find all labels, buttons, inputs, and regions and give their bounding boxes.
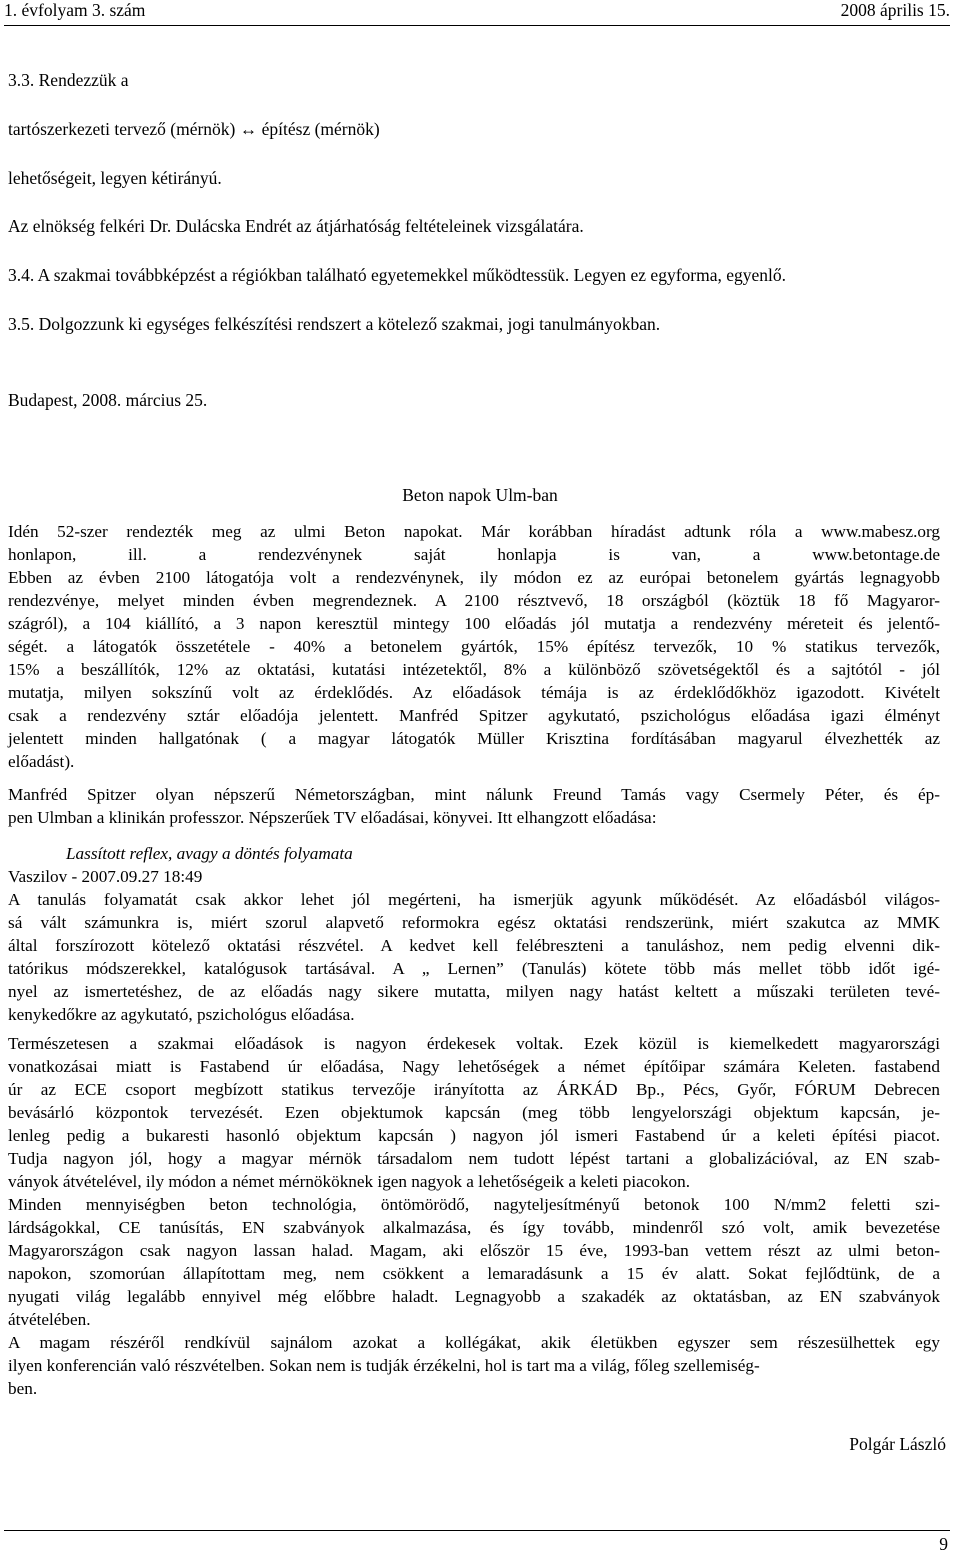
issue-date: 2008 április 15. — [840, 0, 950, 20]
article-line: sá vált számunkra is, miért szorul alapvető reformokra egész oktatási rendszerünk, miért szakutca az MMK — [8, 913, 940, 932]
article-line: Ebben az évben 2100 látogatója volt a rendezvénynek, ily módon ez az európai betonelem gyártás legnagyobb — [8, 568, 940, 587]
article-line: Minden mennyiségben beton technológia, öntömörödő, nagyteljesítményű betonok 100 N/mm2 feletti szi- — [8, 1195, 940, 1214]
issue-label: 1. évfolyam 3. szám — [4, 0, 146, 20]
page-header — [4, 0, 950, 26]
article-line: átvételében. — [8, 1310, 91, 1329]
article-line: bevásárló központok tervezését. Ezen objektumok kapcsán (meg több lengyelországi objektum kapcsán, je- — [8, 1103, 940, 1122]
paragraph-line: 3.5. Dolgozzunk ki egységes felkészítési rendszert a kötelező szakmai, jogi tanulmányokban. — [8, 314, 661, 334]
article-line: tatórikus módszerekkel, katalógusok tartásával. A „ Lernen” (Tanulás) kötete több más mellet több időt igé- — [8, 959, 940, 978]
page-number: 9 — [939, 1534, 948, 1554]
article-line: Vaszilov - 2007.09.27 18:49 — [8, 867, 203, 886]
article-line: vonatkozásai miatt is Fastabend úr előadása, Nagy lehetőségek a német építőipar számára Keleten. fastabend — [8, 1057, 940, 1076]
article-line: A tanulás folyamatát csak akkor lehet jól megérteni, ha ismerjük agyunk működését. Az előadásból világos- — [8, 890, 940, 909]
article-line: Természetesen a szakmai előadások is nagyon érdekesek voltak. Ezek közül is kiemelkedett magyarországi — [8, 1034, 940, 1053]
paragraph-line: lehetőségeit, legyen kétirányú. — [8, 168, 222, 188]
paragraph-line: tartószerkezeti tervező (mérnök) ↔ építész (mérnök) — [8, 119, 380, 139]
article-line: rendezvénye, melyet minden évben megrendeznek. A 2100 résztvevő, 18 országból (köztük 18 fő Magyaror- — [8, 591, 940, 610]
place-date: Budapest, 2008. március 25. — [8, 390, 208, 410]
article-line: 15% a beszállítók, 12% az oktatási, kutatási intézetektől, 8% a különböző szövetségektől és a sajtótól - jól — [8, 660, 940, 679]
paragraph-line: Az elnökség felkéri Dr. Dulácska Endrét az átjárhatóság feltételeinek vizsgálatára. — [8, 216, 584, 236]
article-line: pen Ulmban a klinikán professzor. Népszerűek TV előadásai, könyvei. Itt elhangzott előadása: — [8, 808, 657, 827]
paragraph-line: 3.4. A szakmai továbbképzést a régiókban található egyetemekkel működtessük. Legyen ez egyforma, egyenlő. — [8, 265, 787, 285]
article-line: úr az ECE csoport megbízott statikus tervezője irányította az ÁRKÁD Bp., Pécs, Győr, FÓRUM Debrecen — [8, 1080, 940, 1099]
article-line: nyugati világ legalább ennyivel még előbbre haladt. Legnagyobb a szakadék az oktatásban, az EN szabványok — [8, 1287, 940, 1306]
article-line: jelentett minden hallgatónak ( a magyar látogatók Müller Krisztina fordításában magyarul élvezhették az — [8, 729, 940, 748]
signature: Polgár László — [849, 1434, 946, 1454]
article-line: által forszírozott kötelező oktatási részvétel. A kedvet kell felébreszteni a tanuláshoz, nem pedig elvenni dik- — [8, 936, 940, 955]
article-line: lenleg pedig a bukaresti hasonló objektum kapcsán ) nagyon jól ismeri Fastabend úr a keleti építési piacot. — [8, 1126, 940, 1145]
article-line: Tudja nagyon jól, hogy a magyar mérnök társadalom nem tudott lépést tartani a globalizációval, az EN szab- — [8, 1149, 940, 1168]
article-line: kenykedőkre az agykutató, pszichológus előadása. — [8, 1005, 355, 1024]
article-line: Magyarországon csak nagyon lassan halad. Magam, aki először 15 éve, 1993-ban vettem részt az ulmi beton- — [8, 1241, 940, 1260]
article-line: lárdságokkal, CE tanúsítás, EN szabványok alkalmazása, és így tovább, mindenről szó volt, amik bevezetése — [8, 1218, 940, 1237]
article-line: előadást). — [8, 752, 75, 771]
article-line: mutatja, milyen sokszínű volt az érdeklődés. Az előadások témája is az érdeklődőkhöz igazodott. Kivételt — [8, 683, 940, 702]
article-line: csak a rendezvény sztár előadója jelentett. Manfréd Spitzer agykutató, pszichológus előadása igazi élményt — [8, 706, 940, 725]
article-line: Idén 52-szer rendezték meg az ulmi Beton napokat. Már korábban híradást adtunk róla a www.mabesz.org — [8, 522, 940, 541]
lecture-title: Lassított reflex, avagy a döntés folyamata — [66, 844, 353, 863]
article-line: ségét. a látogatók összetétele - 40% a betonelem gyártók, 15% építész tervezők, 10 % statikus tervezők, — [8, 637, 940, 656]
section-heading: 3.3. Rendezzük a — [8, 70, 129, 90]
footer-rule — [4, 1530, 950, 1531]
article-line: honlapon, ill. a rendezvénynek saját honlapja is van, a www.betontage.de — [8, 545, 940, 564]
article-line: szágról), a 104 kiállító, a 3 napon keresztül mintegy 100 előadás jól mutatja a rendezvény méreteit és jelentő- — [8, 614, 940, 633]
article-line: ilyen konferencián való részvételben. Sokan nem is tudják érzékelni, hol is tart ma a világ, főleg szellemiség- — [8, 1356, 760, 1375]
article-line: A magam részéről rendkívül sajnálom azokat a kollégákat, akik életükben egyszer sem részesülhettek egy — [8, 1333, 940, 1352]
article-title: Beton napok Ulm-ban — [402, 485, 558, 505]
article-line: ben. — [8, 1379, 38, 1398]
article-line: nyel az ismertetéshez, de az előadás nagy sikere mutatta, milyen nagy hatást keltett a műszaki területen tevé- — [8, 982, 940, 1001]
article-line: ványok átvételével, ily módon a német mérnököknek igen nagyok a lehetőségeik a keleti piacokon. — [8, 1172, 691, 1191]
article-line: napokon, szomorúan állapítottam meg, nem csökkent a lemaradásunk a 15 év alatt. Sokat fejlődtünk, de a — [8, 1264, 940, 1283]
article-line: Manfréd Spitzer olyan népszerű Németországban, mint nálunk Freund Tamás vagy Csermely Péter, és ép- — [8, 785, 940, 804]
